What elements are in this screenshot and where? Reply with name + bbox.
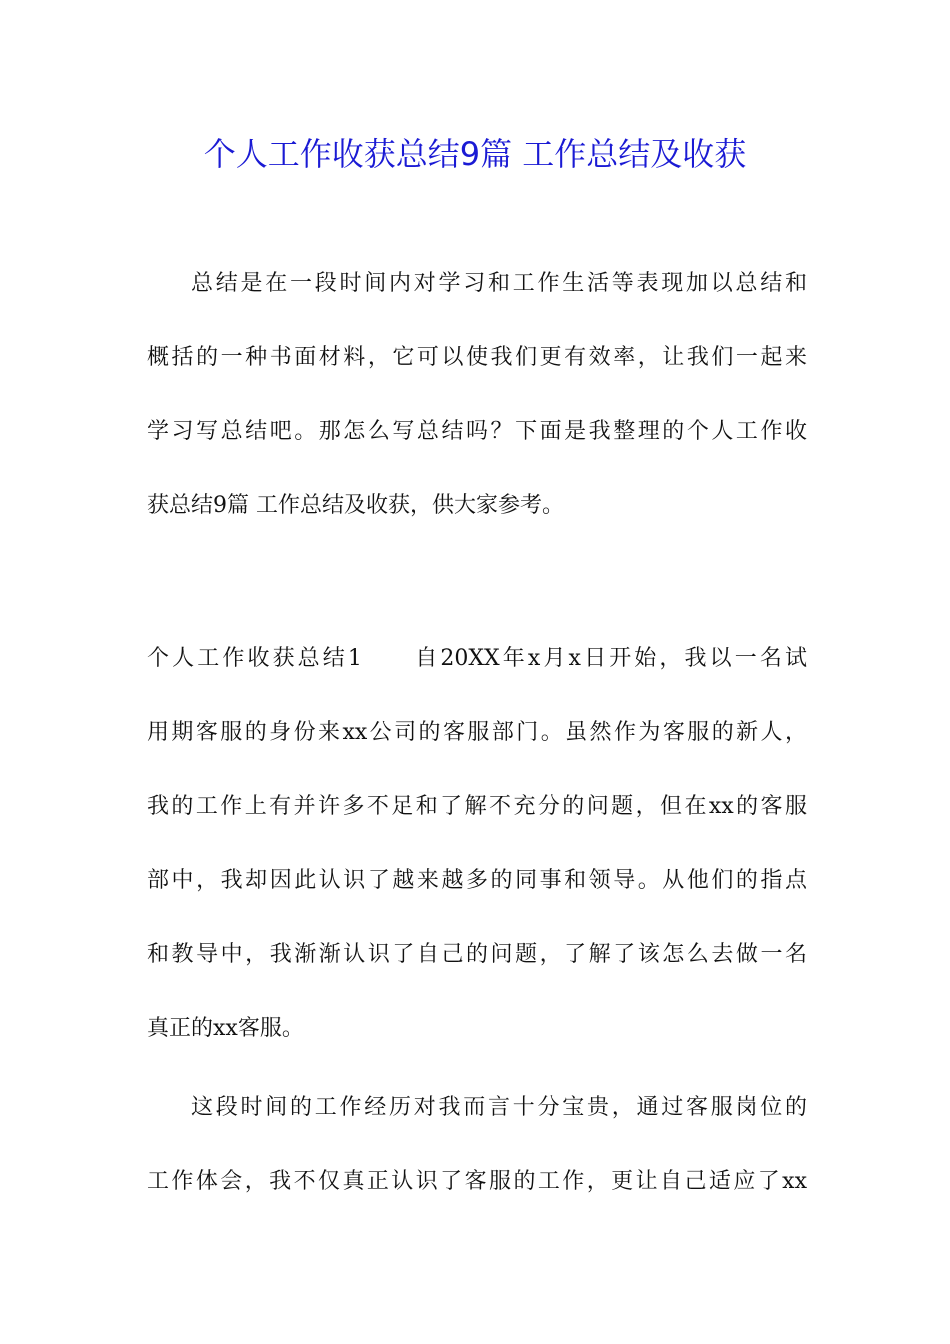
paragraph-line: 真正的xx客服。	[147, 1016, 304, 1041]
paragraph-line: 这段时间的工作经历对我而言十分宝贵，通过客服岗位的	[191, 1095, 807, 1120]
document-title: 个人工作收获总结9篇 工作总结及收获	[203, 135, 747, 173]
section-1-paragraph	[147, 622, 807, 1066]
intro-paragraph	[147, 247, 807, 543]
paragraph-line: 总结是在一段时间内对学习和工作生活等表现加以总结和	[191, 271, 807, 296]
paragraph-line: 获总结9篇 工作总结及收获，供大家参考。	[147, 493, 564, 518]
paragraph-line: 概括的一种书面材料，它可以使我们更有效率，让我们一起来	[147, 345, 807, 370]
paragraph-line: 我的工作上有并许多不足和了解不充分的问题，但在xx的客服	[147, 794, 807, 819]
paragraph-line: 工作体会，我不仅真正认识了客服的工作，更让自己适应了xx	[147, 1169, 807, 1194]
paragraph-line: 部中，我却因此认识了越来越多的同事和领导。从他们的指点	[147, 868, 807, 893]
paragraph-line: 学习写总结吧。那怎么写总结吗？下面是我整理的个人工作收	[147, 419, 807, 444]
section-2-paragraph	[147, 1071, 807, 1219]
paragraph-line: 个人工作收获总结1 自20XX年x月x日开始，我以一名试	[147, 646, 807, 671]
paragraph-line: 用期客服的身份来xx公司的客服部门。虽然作为客服的新人，	[147, 720, 807, 745]
paragraph-line: 和教导中，我渐渐认识了自己的问题，了解了该怎么去做一名	[147, 942, 807, 967]
